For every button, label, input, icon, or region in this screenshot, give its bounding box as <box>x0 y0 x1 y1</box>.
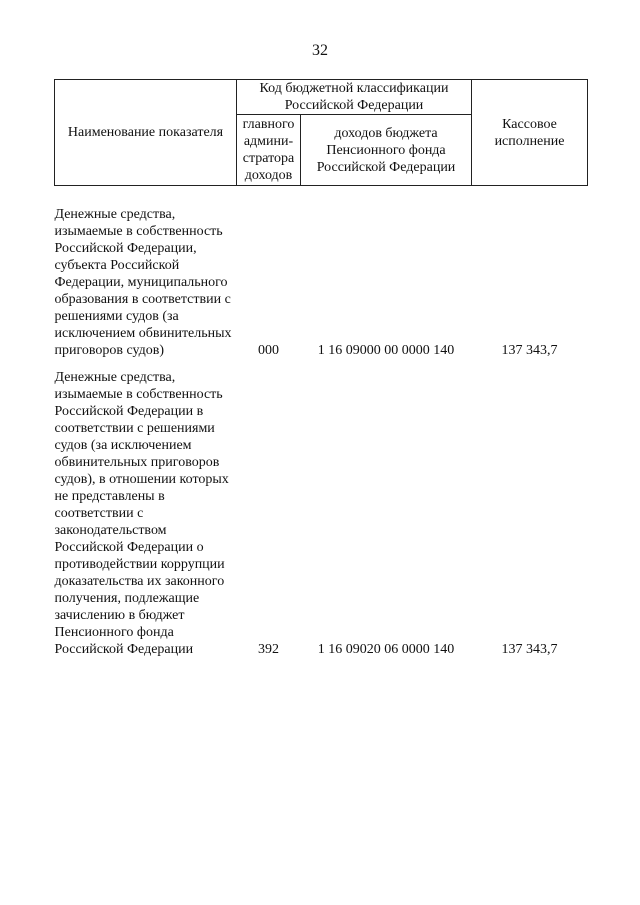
table-header <box>55 80 588 186</box>
income-code: 1 16 09020 06 0000 140 <box>317 642 455 657</box>
header-cash-execution: Кассовое исполнение <box>472 80 588 186</box>
header-budget-classification-code: Код бюджетной классификации Российской Федерации <box>237 80 472 115</box>
income-code: 1 16 09000 00 0000 140 <box>317 343 455 358</box>
header-pension-fund-income: доходов бюджета Пенсионного фонда Российской Федерации <box>301 115 472 186</box>
page-number: 32 <box>312 42 328 59</box>
table-row <box>55 186 588 360</box>
header-indicator-name: Наименование показателя <box>55 80 237 186</box>
indicator-name: Денежные средства, изымаемые в собственность Российской Федерации в соответствии с решениями судов (за исключением обвинительных приговоров судов), в отношении которых не представлены в соответствии с законодательством Российской Федерации о противодействии коррупции доказательства их законного получения, подлежащие зачислению в бюджет Пенсионного фонда Российской Федерации <box>54 370 229 657</box>
budget-table <box>54 79 588 658</box>
cash-execution-amount: 137 343,7 <box>501 343 558 358</box>
administrator-code: 000 <box>258 343 279 358</box>
indicator-name: Денежные средства, изымаемые в собственность Российской Федерации, субъекта Российской Федерации, муниципального образования в соответствии с решениями судов (за исключением обвинительных приговоров судов) <box>54 207 232 358</box>
header-chief-administrator: главного админи-стратора доходов <box>237 115 301 186</box>
table-row <box>55 359 588 658</box>
cash-execution-amount: 137 343,7 <box>501 642 558 657</box>
administrator-code: 392 <box>258 642 279 657</box>
